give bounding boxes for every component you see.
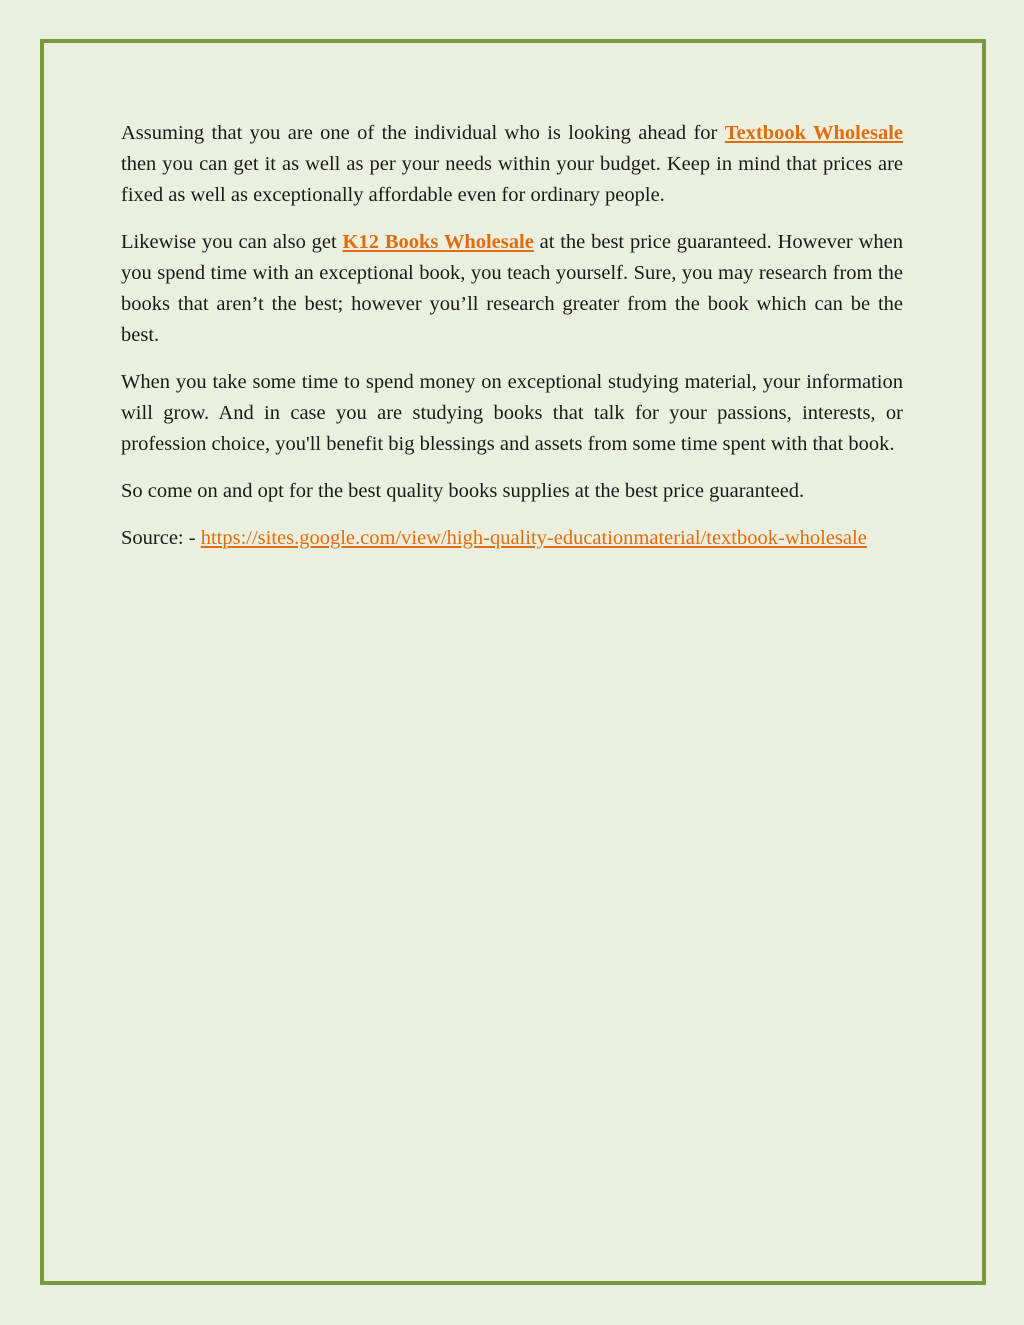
- paragraph-1: [121, 118, 903, 211]
- paragraph-1-text-start: Assuming that you are one of the individual who is looking ahead for: [121, 122, 725, 144]
- paragraph-2-text-start: Likewise you can also get: [121, 231, 343, 253]
- paragraph-4: So come on and opt for the best quality books supplies at the best price guaranteed.: [121, 480, 805, 502]
- document-body: [121, 118, 903, 570]
- source-url-link[interactable]: https://sites.google.com/view/high-quality-educationmaterial/textbook-wholesale: [200, 527, 867, 549]
- paragraph-2: [121, 227, 903, 351]
- paragraph-2-text-end: at the best price guaranteed. However when you spend time with an exceptional book, you teach yourself. Sure, you may research from the books that aren’t the best; however you’ll research greater from the book which can be the best.: [121, 231, 903, 346]
- textbook-wholesale-link[interactable]: Textbook Wholesale: [724, 122, 903, 144]
- paragraph-1-text-end: then you can get it as well as per your needs within your budget. Keep in mind that prices are fixed as well as exceptionally affordable even for ordinary people.: [121, 153, 903, 206]
- paragraph-3: When you take some time to spend money on exceptional studying material, your information will grow. And in case you are studying books that talk for your passions, interests, or profession choice, you'll benefit big blessings and assets from some time spent with that book.: [121, 371, 903, 455]
- k12-books-wholesale-link[interactable]: K12 Books Wholesale: [342, 231, 534, 253]
- source-line: [121, 523, 903, 554]
- source-label: Source: -: [121, 527, 201, 549]
